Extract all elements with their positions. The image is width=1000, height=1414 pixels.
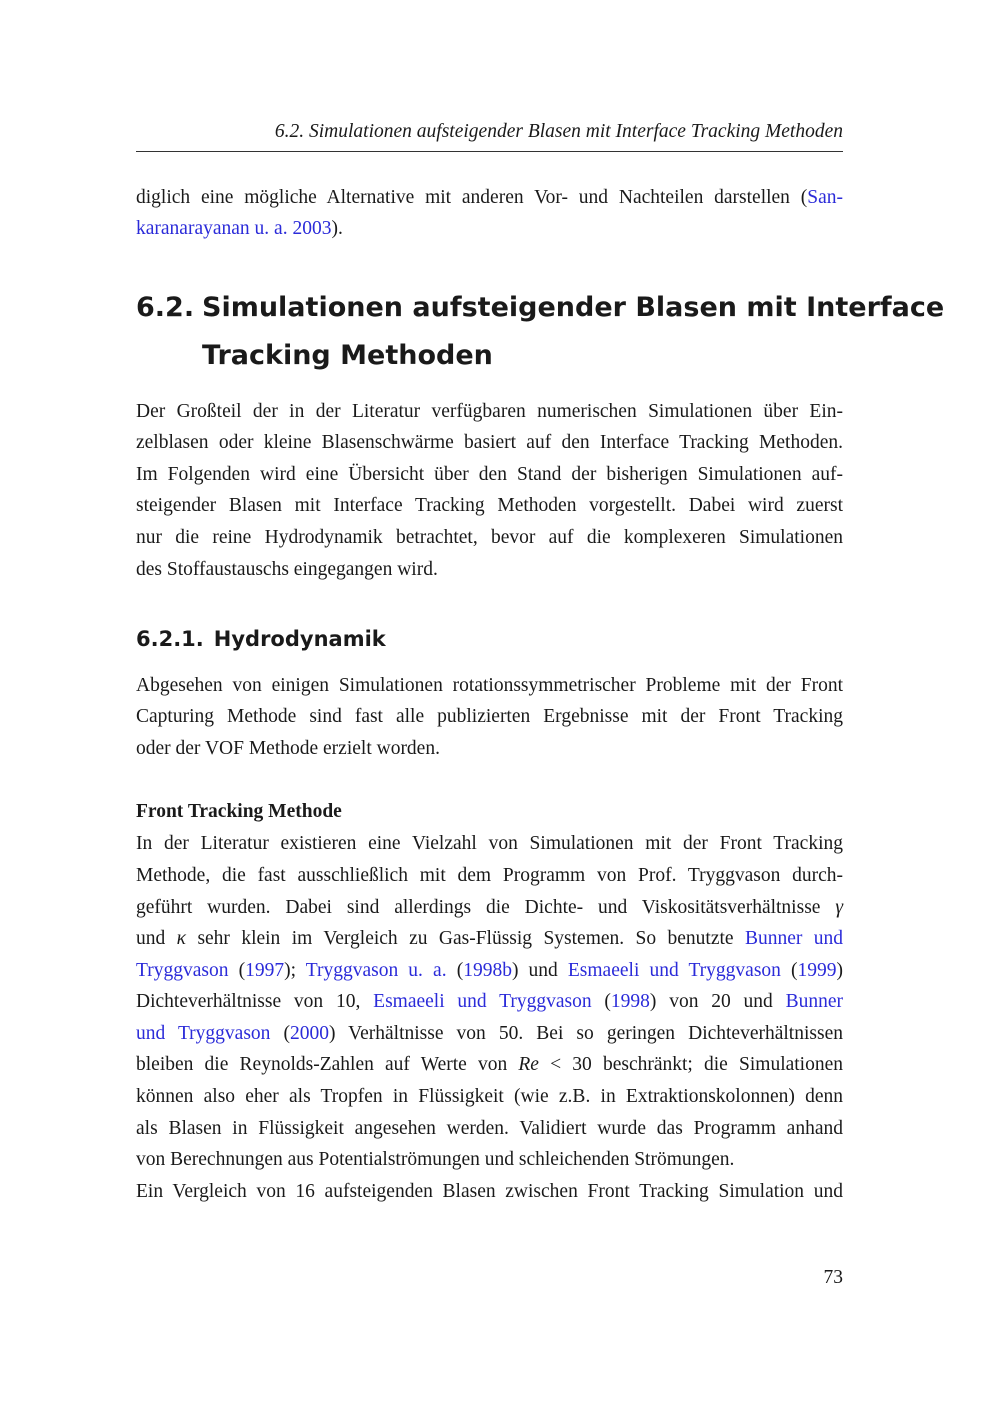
reynolds-symbol: Re bbox=[518, 1054, 539, 1075]
page-number: 73 bbox=[823, 1267, 843, 1288]
citation-link[interactable]: San- bbox=[807, 187, 843, 208]
kappa-symbol: κ bbox=[176, 928, 187, 949]
paragraph-line: von Berechnungen aus Potentialströmungen und schleichenden Strömungen. bbox=[136, 1149, 735, 1170]
intro-line-1: diglich eine mögliche Alternative mit anderen Vor- und Nachteilen darstellen (San- bbox=[136, 187, 843, 208]
paragraph-line: zelblasen oder kleine Blasenschwärme basiert auf den Interface Tracking Methoden. bbox=[136, 432, 843, 453]
paragraph-line: Dichteverhältnisse von 10, Esmaeeli und Tryggvason (1998) von 20 und Bunner bbox=[136, 991, 844, 1012]
paragraph-line: des Stoffaustauschs eingegangen wird. bbox=[136, 559, 438, 580]
citation-link[interactable]: und Tryggvason bbox=[136, 1023, 271, 1044]
paragraph-line: und κ sehr klein im Vergleich zu Gas-Flüssig Systemen. So benutzte Bunner und bbox=[136, 928, 844, 949]
paragraph-line: steigender Blasen mit Interface Tracking Methoden vorgestellt. Dabei wird zuerst bbox=[136, 495, 843, 516]
paragraph-line: oder der VOF Methode erzielt worden. bbox=[136, 738, 440, 759]
section-heading bbox=[136, 284, 945, 380]
section-title-line-1: Simulationen aufsteigender Blasen mit Interface bbox=[202, 292, 945, 323]
paragraph-line: bleiben die Reynolds-Zahlen auf Werte von Re < 30 beschränkt; die Simulationen bbox=[136, 1054, 844, 1075]
header-rule bbox=[136, 151, 843, 152]
citation-link[interactable]: Esmaeeli und Tryggvason bbox=[567, 960, 781, 981]
subsection-number: 6.2.1. bbox=[136, 627, 204, 651]
paragraph-line: nur die reine Hydrodynamik betrachtet, bevor auf die komplexeren Simulationen bbox=[136, 527, 843, 548]
paragraph-line: In der Literatur existieren eine Vielzahl von Simulationen mit der Front Tracking bbox=[136, 833, 843, 854]
citation-link[interactable]: Tryggvason bbox=[136, 960, 229, 981]
intro-line-2: karanarayanan u. a. 2003). bbox=[136, 218, 343, 239]
running-head: 6.2. Simulationen aufsteigender Blasen mit Interface Tracking Methoden bbox=[274, 121, 843, 142]
paragraph-line: können also eher als Tropfen in Flüssigkeit (wie z.B. in Extraktionskolonnen) denn bbox=[136, 1086, 843, 1107]
citation-link[interactable]: Tryggvason u. a. bbox=[305, 960, 447, 981]
citation-link[interactable]: Esmaeeli und Tryggvason bbox=[373, 991, 592, 1012]
paragraph-line: Abgesehen von einigen Simulationen rotationssymmetrischer Probleme mit der Front bbox=[136, 675, 843, 696]
paragraph-line: als Blasen in Flüssigkeit angesehen werden. Validiert wurde das Programm anhand bbox=[136, 1118, 843, 1139]
paragraph-line: Tryggvason (1997); Tryggvason u. a. (1998b) und Esmaeeli und Tryggvason (1999) bbox=[136, 960, 844, 981]
paragraph-line: und Tryggvason (2000) Verhältnisse von 50. Bei so geringen Dichteverhältnissen bbox=[136, 1023, 843, 1044]
paragraph-heading: Front Tracking Methode bbox=[136, 801, 342, 822]
citation-link[interactable]: Bunner bbox=[785, 991, 844, 1012]
section-number: 6.2. bbox=[136, 292, 195, 323]
paragraph-line: geführt wurden. Dabei sind allerdings die Dichte- und Viskositätsverhältnisse γ bbox=[136, 897, 843, 918]
paragraph-line: Methode, die fast ausschließlich mit dem Programm von Prof. Tryggvason durch- bbox=[136, 865, 843, 886]
gamma-symbol: γ bbox=[835, 897, 843, 918]
paragraph-line: Capturing Methode sind fast alle publizierten Ergebnisse mit der Front Tracking bbox=[136, 706, 843, 727]
subsection-title: Hydrodynamik bbox=[213, 627, 386, 651]
paragraph-line: Ein Vergleich von 16 aufsteigenden Blasen zwischen Front Tracking Simulation und bbox=[136, 1181, 843, 1202]
citation-year-link[interactable]: 1997 bbox=[245, 960, 285, 981]
citation-link[interactable]: Bunner und bbox=[745, 928, 844, 949]
paragraph-line: Der Großteil der in der Literatur verfügbaren numerischen Simulationen über Ein- bbox=[136, 401, 843, 422]
citation-year-link[interactable]: 1998b bbox=[463, 960, 512, 981]
citation-year-link[interactable]: 1999 bbox=[797, 960, 837, 981]
citation-year-link[interactable]: 2000 bbox=[289, 1023, 329, 1044]
section-title-line-2: Tracking Methoden bbox=[202, 340, 493, 371]
subsection-heading bbox=[136, 623, 386, 655]
citation-year-link[interactable]: 1998 bbox=[610, 991, 650, 1012]
citation-link[interactable]: karanarayanan u. a. 2003 bbox=[136, 218, 332, 239]
paragraph-line: Im Folgenden wird eine Übersicht über den Stand der bisherigen Simulationen auf- bbox=[136, 464, 843, 485]
